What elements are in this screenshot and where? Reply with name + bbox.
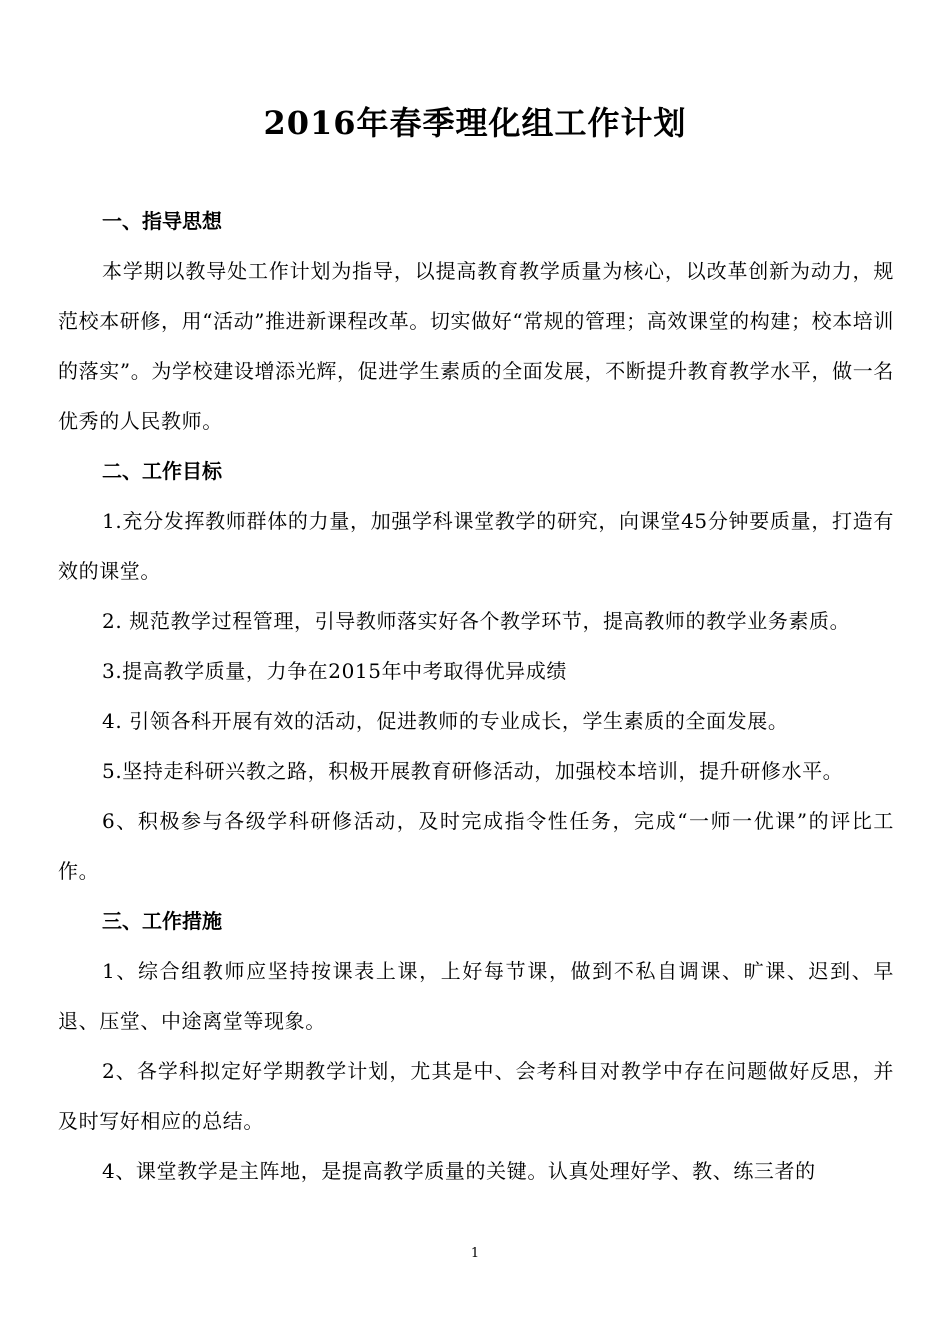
section-work-goals [58, 446, 894, 896]
page-number: 1 [470, 1246, 480, 1261]
paragraph: 2. 规范教学过程管理，引导教师落实好各个教学环节，提高教师的教学业务素质。 [102, 609, 851, 633]
paragraph: 5.坚持走科研兴教之路，积极开展教育研修活动，加强校本培训，提升研修水平。 [102, 759, 844, 783]
section-heading: 二、工作目标 [102, 459, 222, 483]
paragraph: 2、各学科拟定好学期教学计划，尤其是中、会考科目对教学中存在问题做好反思，并及时写好相应的总结。 [58, 1059, 894, 1133]
section-heading: 三、工作措施 [102, 909, 222, 933]
document-title: 2016年春季理化组工作计划 [263, 104, 687, 142]
section-heading: 一、指导思想 [102, 209, 222, 233]
paragraph: 本学期以教导处工作计划为指导，以提高教育教学质量为核心，以改革创新为动力，规范校本研修，用“活动”推进新课程改革。切实做好“常规的管理；高效课堂的构建；校本培训的落实”。为学校建设增添光辉，促进学生素质的全面发展，不断提升教育教学水平，做一名优秀的人民教师。 [58, 259, 894, 433]
paragraph: 6、积极参与各级学科研修活动，及时完成指令性任务，完成“一师一优课”的评比工作。 [58, 809, 894, 883]
document-body [58, 196, 894, 1196]
section-guiding-ideology [58, 196, 894, 446]
paragraph: 4. 引领各科开展有效的活动，促进教师的专业成长，学生素质的全面发展。 [102, 709, 789, 733]
paragraph: 1.充分发挥教师群体的力量，加强学科课堂教学的研究，向课堂45分钟要质量，打造有效的课堂。 [58, 509, 894, 583]
paragraph: 3.提高教学质量，力争在2015年中考取得优异成绩 [102, 659, 567, 683]
paragraph: 1、综合组教师应坚持按课表上课，上好每节课，做到不私自调课、旷课、迟到、早退、压堂、中途离堂等现象。 [58, 959, 894, 1033]
section-work-measures [58, 896, 894, 1196]
paragraph: 4、课堂教学是主阵地，是提高教学质量的关键。认真处理好学、教、练三者的 [102, 1159, 816, 1183]
